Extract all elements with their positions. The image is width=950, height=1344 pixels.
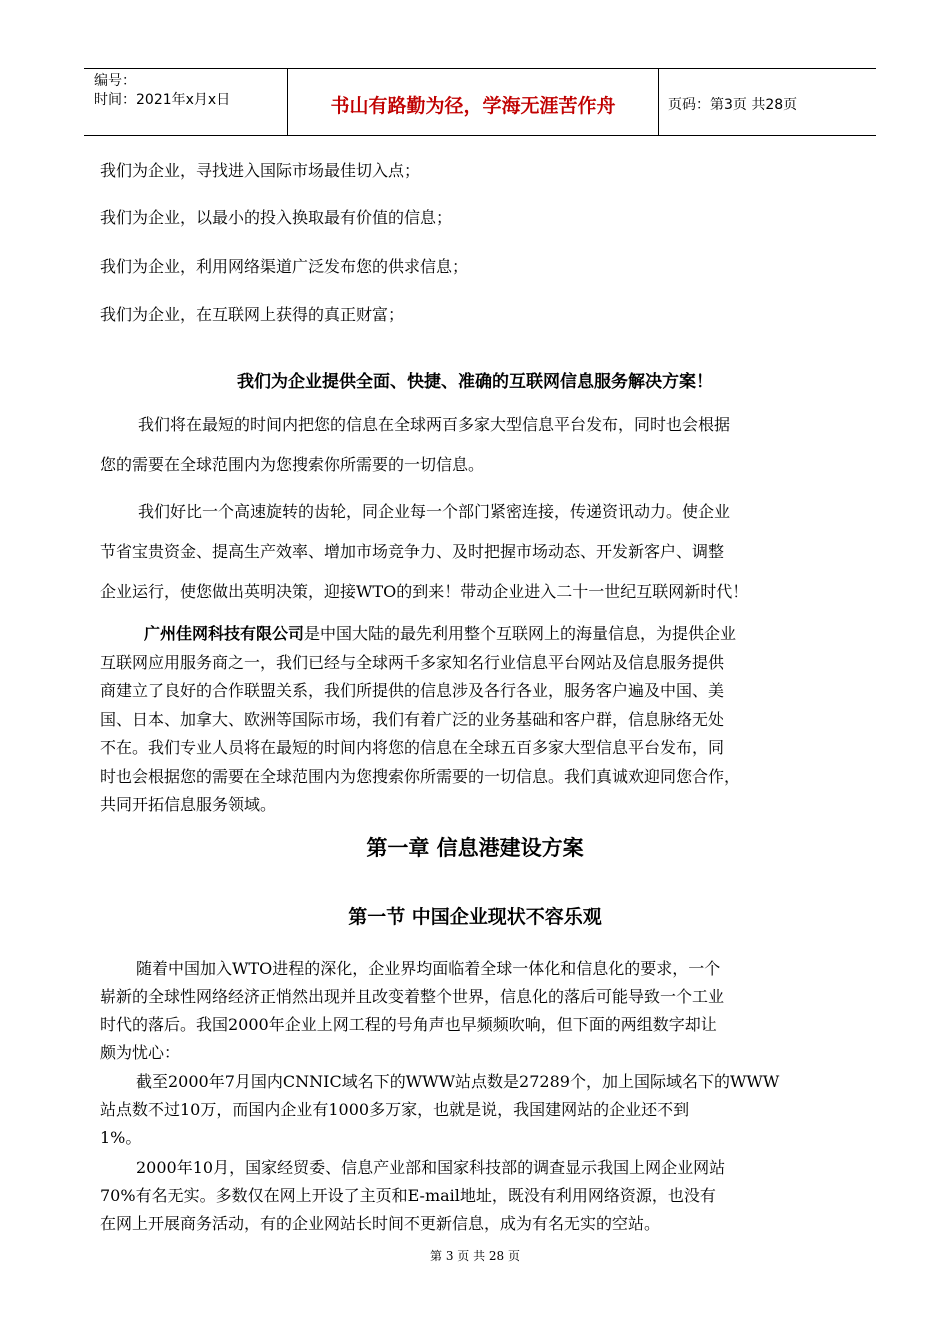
header-page-info: 页码：第3页 共28页: [668, 97, 798, 113]
intro-line: 我们为企业，寻找进入国际市场最佳切入点；: [100, 161, 421, 180]
page-header: [84, 68, 876, 136]
intro-line: 我们为企业，以最小的投入换取最有价值的信息；: [100, 208, 453, 227]
paragraph-platform: [100, 405, 860, 485]
slogan-heading: 我们为企业提供全面、快捷、准确的互联网信息服务解决方案！: [237, 372, 713, 392]
text-line: 截至2000年7月国内CNNIC域名下的WWW站点数是27289个，加上国际域名下的WWW: [136, 1072, 780, 1091]
chapter-title: 第一章 信息港建设方案: [366, 836, 584, 860]
text-line: [100, 620, 860, 649]
header-meta: [94, 72, 230, 110]
paragraph-cnnic: [100, 1068, 860, 1152]
text-line: 我们将在最短的时间内把您的信息在全球两百多家大型信息平台发布，同时也会根据: [138, 415, 731, 434]
text-line: 共同开拓信息服务领域。: [100, 795, 277, 814]
doc-number-label: 编号：: [94, 73, 136, 89]
text-line: 不在。我们专业人员将在最短的时间内将您的信息在全球五百多家大型信息平台发布，同: [100, 738, 725, 757]
text-line: 时也会根据您的需要在全球范围内为您搜索你所需要的一切信息。我们真诚欢迎同您合作，: [100, 766, 741, 786]
page-footer: 第 3 页 共 28 页: [430, 1249, 520, 1263]
intro-line: 我们为企业，利用网络渠道广泛发布您的供求信息；: [100, 257, 469, 276]
header-divider: [658, 68, 659, 136]
text-line: 我们好比一个高速旋转的齿轮，同企业每一个部门紧密连接，传递资讯动力。使企业: [138, 502, 731, 521]
text-line: 商建立了良好的合作联盟关系，我们所提供的信息涉及各行各业，服务客户遍及中国、美: [100, 681, 725, 700]
company-name: 广州佳网科技有限公司: [144, 624, 305, 643]
header-motto: 书山有路勤为径，学海无涯苦作舟: [330, 94, 616, 117]
text-line: 1%。: [100, 1128, 142, 1147]
text-line: 您的需要在全球范围内为您搜索你所需要的一切信息。: [100, 455, 485, 474]
intro-line: 我们为企业，在互联网上获得的真正财富；: [100, 305, 405, 324]
text-line: 节省宝贵资金、提高生产效率、增加市场竞争力、及时把握市场动态、开发新客户、调整: [100, 542, 725, 561]
text-line: 崭新的全球性网络经济正悄然出现并且改变着整个世界，信息化的落后可能导致一个工业: [100, 987, 725, 1006]
text-line: 2000年10月，国家经贸委、信息产业部和国家科技部的调查显示我国上网企业网站: [136, 1158, 726, 1177]
company-line-rest: 是中国大陆的最先利用整个互联网上的海量信息，为提供企业: [304, 624, 737, 643]
text-line: 企业运行，使您做出英明决策，迎接WTO的到来！带动企业进入二十一世纪互联网新时代！: [100, 582, 749, 601]
text-line: 时代的落后。我国2000年企业上网工程的号角声也早频频吹响，但下面的两组数字却让: [100, 1015, 717, 1034]
paragraph-company: [100, 620, 860, 820]
doc-time-label: 时间：2021年x月x日: [94, 92, 231, 108]
intro-lines: [100, 151, 860, 335]
text-line: 70%有名无实。多数仅在网上开设了主页和E-mail地址，既没有利用网络资源，也没有: [100, 1186, 716, 1205]
text-line: 随着中国加入WTO进程的深化，企业界均面临着全球一体化和信息化的要求，一个: [136, 959, 721, 978]
text-line: 互联网应用服务商之一，我们已经与全球两千多家知名行业信息平台网站及信息服务提供: [100, 652, 725, 672]
text-line: 在网上开展商务活动，有的企业网站长时间不更新信息，成为有名无实的空站。: [100, 1214, 661, 1233]
text-line: 颇为忧心：: [100, 1043, 181, 1062]
section-title: 第一节 中国企业现状不容乐观: [348, 906, 602, 928]
paragraph-survey: [100, 1154, 860, 1238]
paragraph-gear: [100, 492, 860, 612]
paragraph-wto: [100, 955, 860, 1067]
text-line: 站点数不过10万，而国内企业有1000多万家，也就是说，我国建网站的企业还不到: [100, 1100, 690, 1119]
text-line: 国、日本、加拿大、欧洲等国际市场，我们有着广泛的业务基础和客户群，信息脉络无处: [100, 709, 725, 729]
